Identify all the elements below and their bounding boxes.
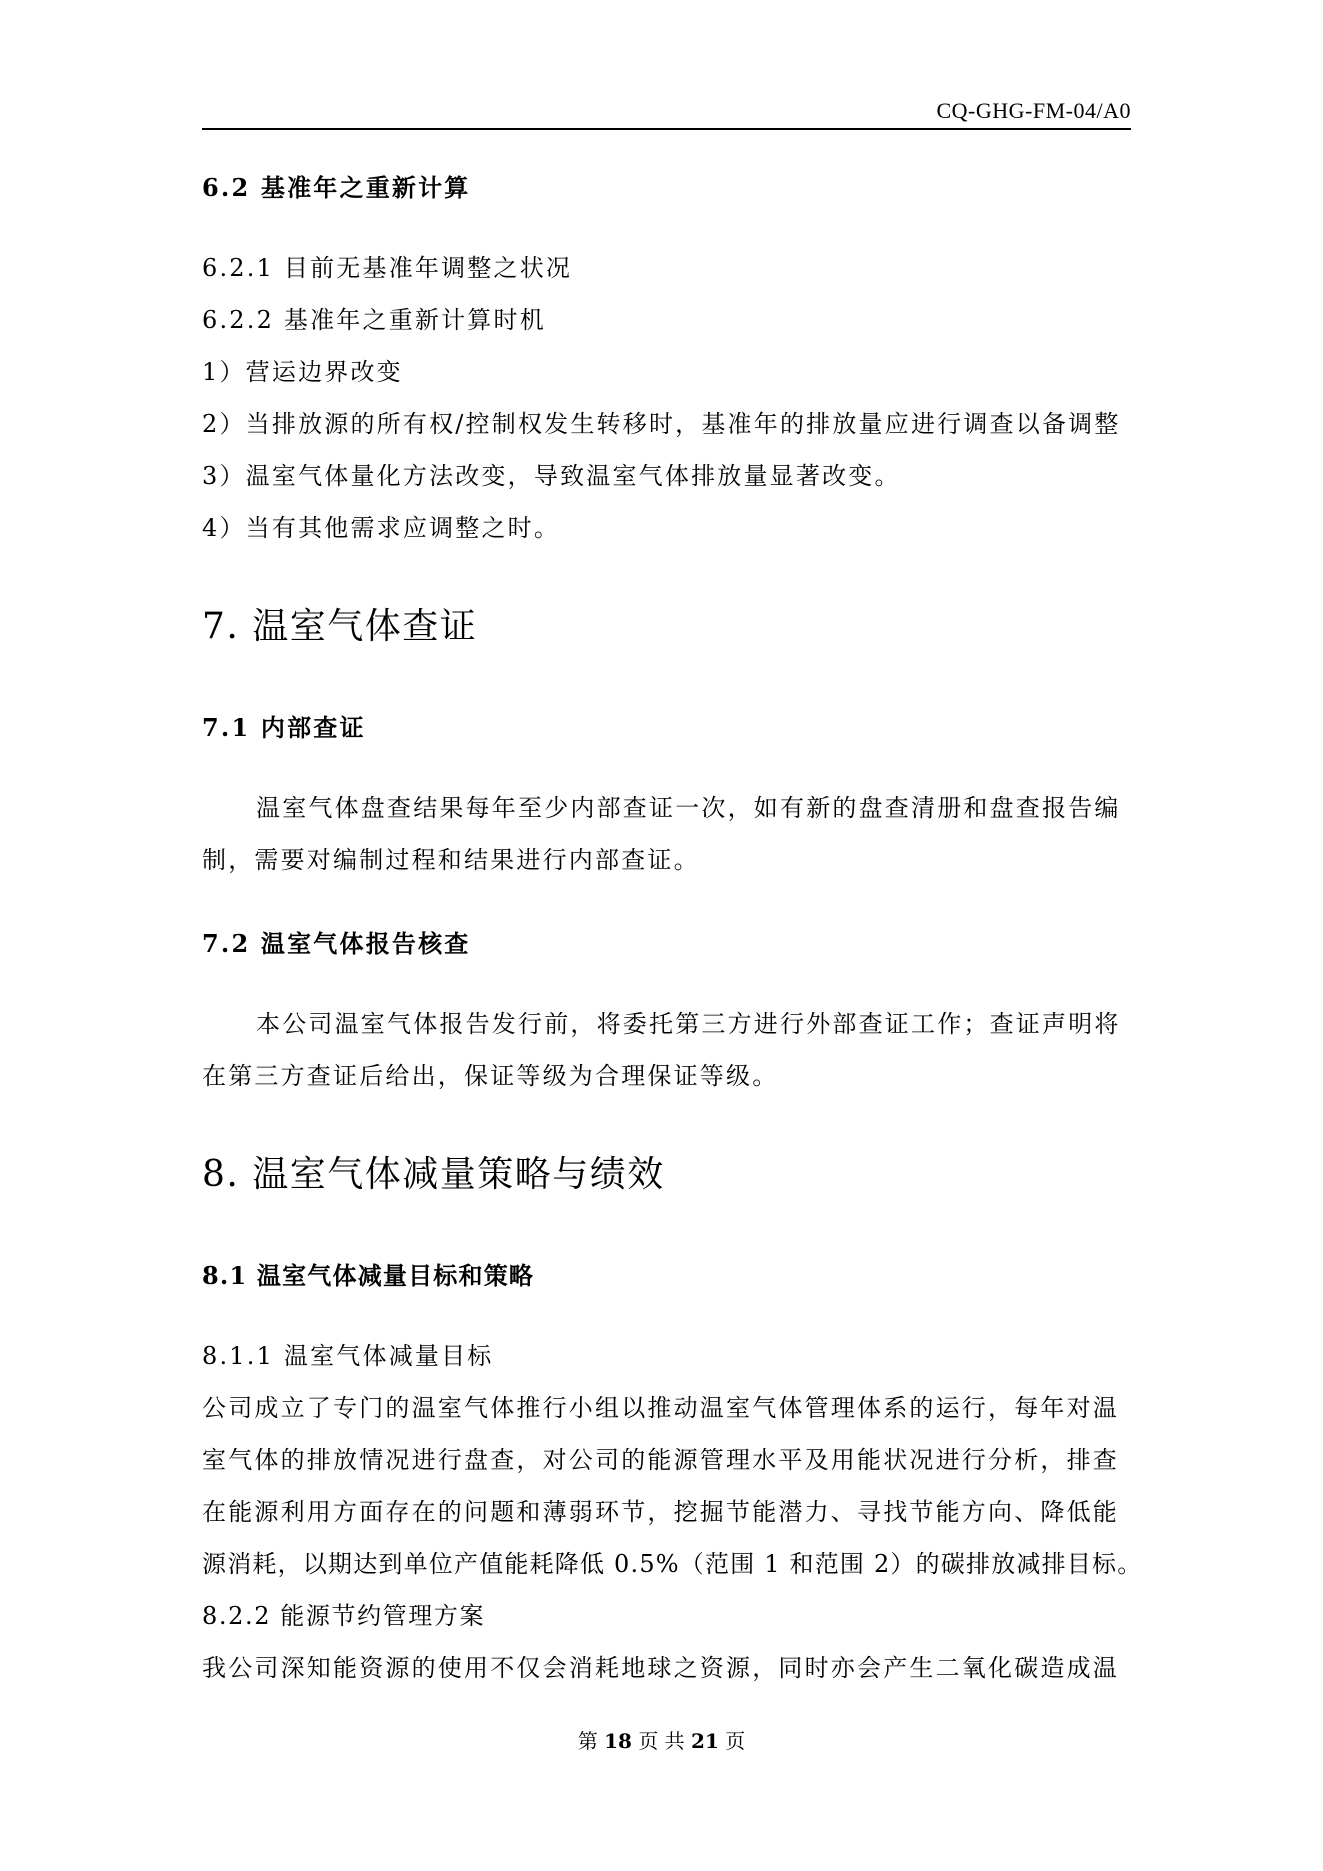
paragraph-8-2-2: 8.2.2 能源节约管理方案 (202, 1602, 486, 1630)
heading-7-1: 7.1 内部查证 (202, 713, 366, 742)
paragraph-6-2-2: 6.2.2 基准年之重新计算时机 (202, 306, 546, 334)
list-item: 4）当有其他需求应调整之时。 (202, 514, 561, 542)
footer-suffix: 页 (725, 1729, 746, 1753)
footer-middle: 页 共 (638, 1729, 685, 1753)
paragraph-line: 室气体的排放情况进行盘查，对公司的能源管理水平及用能状况进行分析，排查 (202, 1446, 1119, 1474)
paragraph-7-2-line: 本公司温室气体报告发行前，将委托第三方进行外部查证工作；查证声明将 (256, 1010, 1121, 1038)
list-item: 1）营运边界改变 (202, 358, 403, 386)
heading-8: 8. 温室气体减量策略与绩效 (202, 1154, 665, 1195)
page-footer (0, 1725, 1323, 1754)
paragraph-7-1-line: 制，需要对编制过程和结果进行内部查证。 (202, 846, 700, 874)
paragraph-line: 在能源利用方面存在的问题和薄弱环节，挖掘节能潜力、寻找节能方向、降低能 (202, 1498, 1119, 1526)
document-code: CQ-GHG-FM-04/A0 (936, 98, 1131, 123)
heading-6-2: 6.2 基准年之重新计算 (202, 173, 471, 202)
paragraph-line: 公司成立了专门的温室气体推行小组以推动温室气体管理体系的运行，每年对温 (202, 1394, 1119, 1422)
total-page-number: 21 (691, 1729, 719, 1753)
paragraph-line: 我公司深知能资源的使用不仅会消耗地球之资源，同时亦会产生二氧化碳造成温 (202, 1654, 1119, 1682)
footer-prefix: 第 (577, 1729, 598, 1753)
paragraph-line: 源消耗，以期达到单位产值能耗降低 0.5%（范围 1 和范围 2）的碳排放减排目标。 (202, 1550, 1143, 1578)
header-divider (202, 128, 1131, 130)
paragraph-7-1-line: 温室气体盘查结果每年至少内部查证一次，如有新的盘查清册和盘查报告编 (256, 794, 1121, 822)
list-item: 3）温室气体量化方法改变，导致温室气体排放量显著改变。 (202, 462, 901, 490)
heading-7-2: 7.2 温室气体报告核查 (202, 929, 471, 958)
current-page-number: 18 (604, 1729, 632, 1753)
paragraph-7-2-line: 在第三方查证后给出，保证等级为合理保证等级。 (202, 1062, 779, 1090)
heading-8-1: 8.1 温室气体减量目标和策略 (202, 1261, 535, 1290)
list-item: 2）当排放源的所有权/控制权发生转移时，基准年的排放量应进行调查以备调整 (202, 410, 1121, 438)
paragraph-6-2-1: 6.2.1 目前无基准年调整之状况 (202, 254, 573, 282)
paragraph-8-1-1: 8.1.1 温室气体减量目标 (202, 1342, 494, 1370)
heading-7: 7. 温室气体查证 (202, 606, 478, 647)
